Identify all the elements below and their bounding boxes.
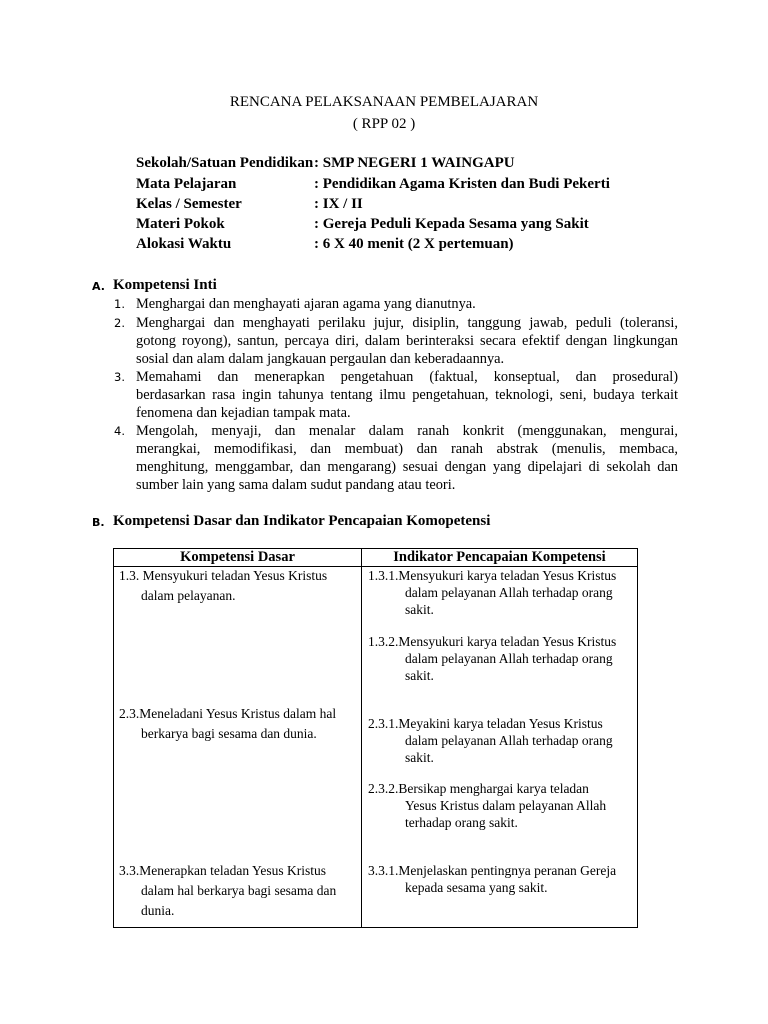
identity-label: Alokasi Waktu [136,236,232,252]
document-subtitle: ( RPP 02 ) [352,116,416,132]
identity-label: Mata Pelajaran [136,176,237,192]
ipk-line: dalam pelayanan Allah terhadap orang [405,651,613,666]
list-item-line: gotong royong), santun, percaya diri, dalam berinteraksi secara efektif dengan lingkungan [136,333,678,349]
kd-line: 2.3.Meneladani Yesus Kristus dalam hal [119,706,337,721]
section-title: Kompetensi Dasar dan Indikator Pencapaian Komopetensi [113,513,491,529]
ipk-line: sakit. [405,602,434,617]
list-item-line: merangkai, memodifikasi, dan membuat) dan ranah abstrak (menulis, membaca, [136,441,678,457]
list-item-line: berdasarkan rasa ingin tahunya tentang ilmu pengetahuan, teknologi, seni, budaya terkait [136,387,678,403]
kd-line: dunia. [141,903,175,918]
ipk-column [362,567,638,928]
identity-row-time [0,236,768,256]
identity-row-material [0,216,768,236]
section-title: Kompetensi Inti [113,277,217,293]
list-item-line: sumber lain yang sama dalam sudut pandang atau teori. [136,477,456,493]
section-letter: B. [92,516,105,529]
ipk-line: 1.3.2.Mensyukuri karya teladan Yesus Kristus [368,634,617,649]
list-item-line: sosial dan alam dalam jangkauan pergaulan dan keberadaannya. [136,351,505,367]
ipk-line: sakit. [405,668,434,683]
ipk-line: terhadap orang sakit. [405,815,518,830]
list-number: 2. [114,316,125,330]
ipk-line: dalam pelayanan Allah terhadap orang [405,585,613,600]
list-item-line: Menghargai dan menghayati ajaran agama yang dianutnya. [136,296,476,312]
identity-value: : SMP NEGERI 1 WAINGAPU [314,155,515,171]
list-number: 3. [114,370,125,384]
kd-line: berkarya bagi sesama dan dunia. [141,726,317,741]
list-number: 1. [114,297,125,311]
section-b-heading [0,513,768,533]
ipk-line: dalam pelayanan Allah terhadap orang [405,733,613,748]
identity-value: : Pendidikan Agama Kristen dan Budi Pekerti [314,176,610,192]
ipk-line: Yesus Kristus dalam pelayanan Allah [405,798,607,813]
ipk-line: sakit. [405,750,434,765]
identity-row-subject [0,176,768,196]
table-header-ipk: Indikator Pencapaian Kompetensi [362,549,638,567]
ipk-line: kepada sesama yang sakit. [405,880,548,895]
kd-column [114,567,362,928]
identity-label: Materi Pokok [136,216,225,232]
ipk-line: 3.3.1.Menjelaskan pentingnya peranan Gereja [368,863,617,878]
list-item-line: fenomena dan kejadian tampak mata. [136,405,351,421]
table-header-kd: Kompetensi Dasar [114,549,362,567]
competency-table [113,548,638,928]
section-a-heading [0,277,768,297]
list-number: 4. [114,424,125,438]
document-title: RENCANA PELAKSANAAN PEMBELAJARAN [229,94,539,110]
identity-label: Sekolah/Satuan Pendidikan [136,155,314,171]
kd-line: 3.3.Menerapkan teladan Yesus Kristus [119,863,326,878]
kd-line: dalam pelayanan. [141,588,236,603]
identity-value: : IX / II [314,196,363,212]
kd-line: dalam hal berkarya bagi sesama dan [141,883,337,898]
ipk-line: 2.3.2.Bersikap menghargai karya teladan [368,781,589,796]
identity-value: : 6 X 40 menit (2 X pertemuan) [314,236,514,252]
ipk-line: 2.3.1.Meyakini karya teladan Yesus Kristus [368,716,603,731]
identity-row-class [0,196,768,216]
identity-value: : Gereja Peduli Kepada Sesama yang Sakit [314,216,589,232]
kd-line: 1.3. Mensyukuri teladan Yesus Kristus [119,568,328,583]
ipk-line: 1.3.1.Mensyukuri karya teladan Yesus Kristus [368,568,617,583]
list-item-line: menghitung, menggambar, dan mengarang) sesuai dengan yang dipelajari di sekolah dan [136,459,678,475]
identity-label: Kelas / Semester [136,196,242,212]
identity-row-school [0,155,768,175]
list-item-line: Memahami dan menerapkan pengetahuan (faktual, konseptual, dan prosedural) [136,369,678,385]
section-letter: A. [92,280,105,293]
list-item-line: Menghargai dan menghayati perilaku jujur, disiplin, tanggung jawab, peduli (toleransi, [136,315,678,331]
list-item-line: Mengolah, menyaji, dan menalar dalam ranah konkrit (menggunakan, mengurai, [136,423,678,439]
